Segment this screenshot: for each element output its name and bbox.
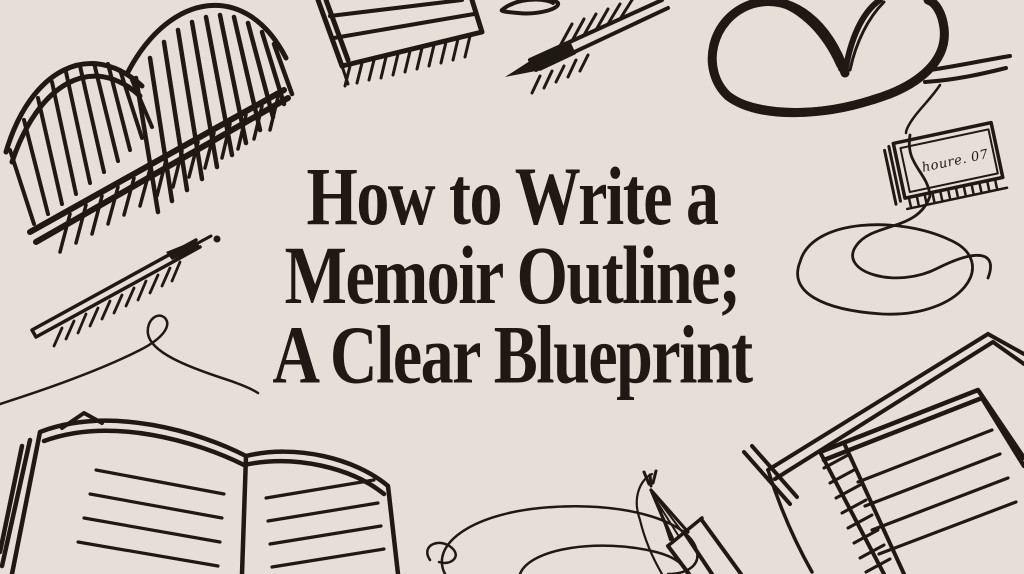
note-card-text: houre. 07 xyxy=(920,147,991,176)
page-title xyxy=(0,150,1024,402)
title-line-2: Memoir Outline; xyxy=(284,230,740,323)
notepad-icon xyxy=(318,0,482,86)
title-line-1: How to Write a xyxy=(306,150,718,243)
heart-scribble-icon xyxy=(712,0,1010,133)
fountain-pen-icon xyxy=(637,471,741,574)
open-book-icon xyxy=(0,413,398,574)
scribble-blob-icon xyxy=(502,0,559,13)
title-line-3: A Clear Blueprint xyxy=(272,309,752,402)
